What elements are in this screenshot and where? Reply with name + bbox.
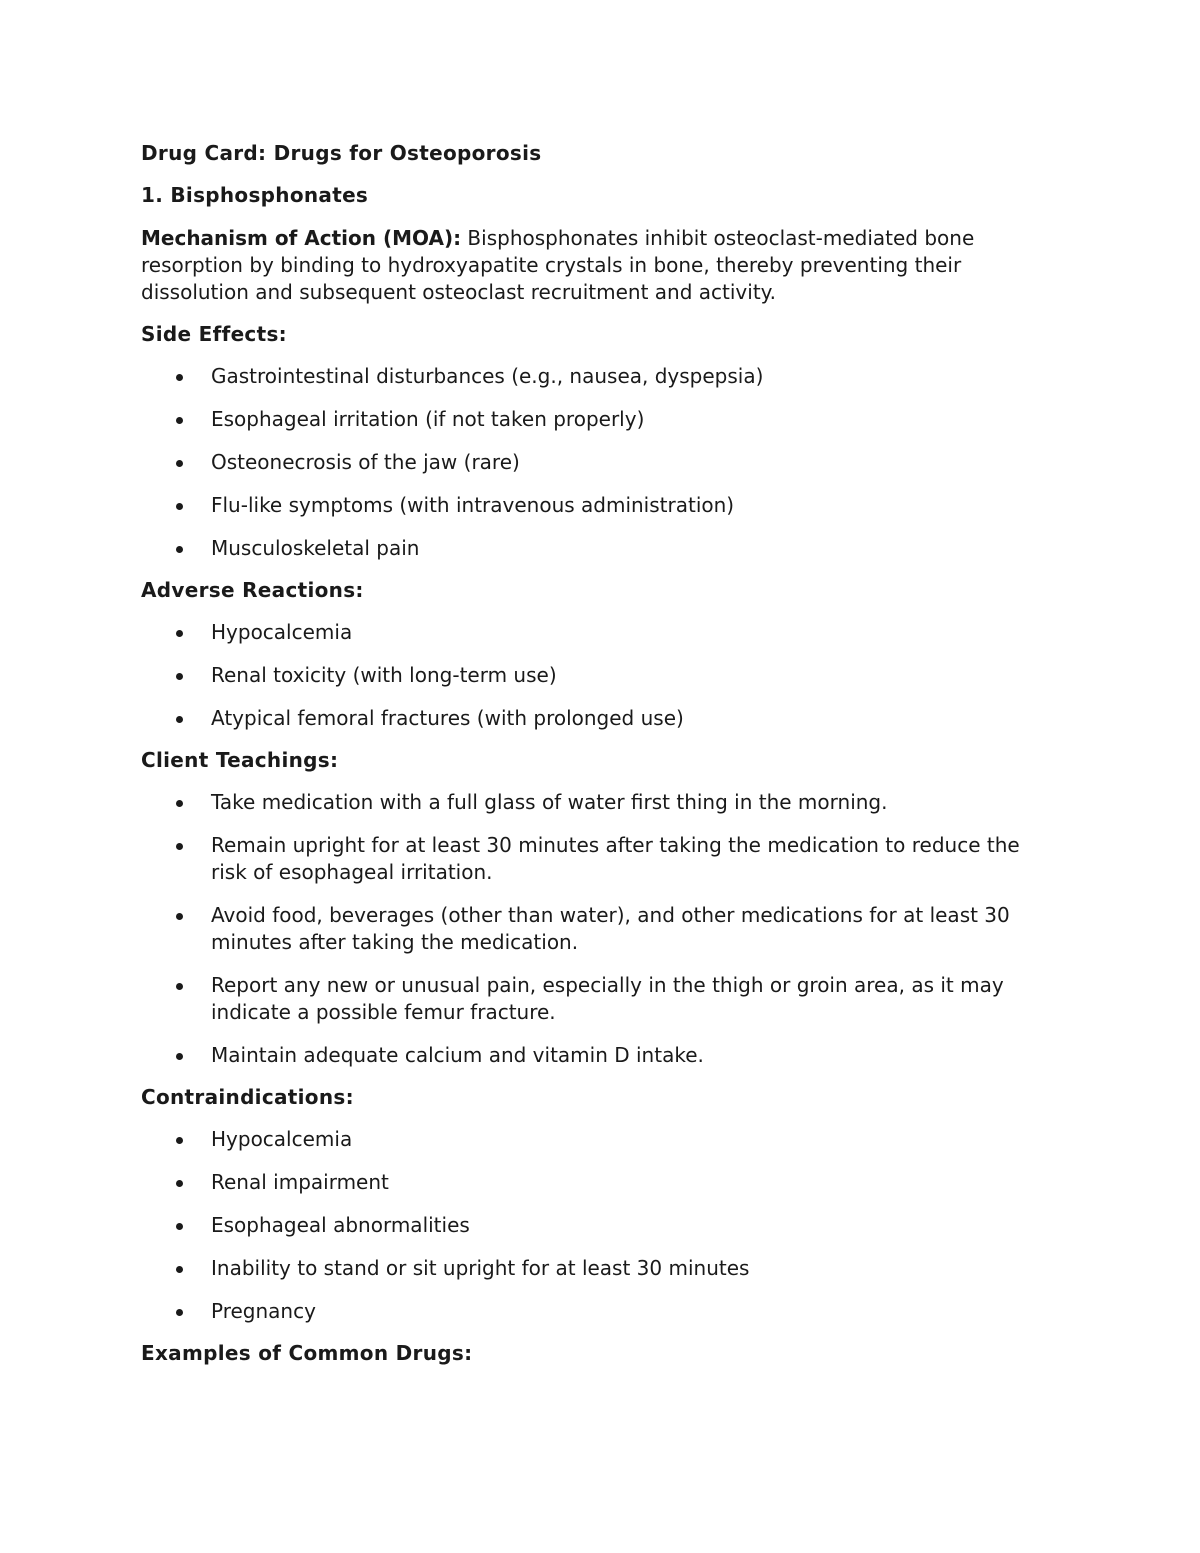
adverse-reactions-list — [141, 619, 1061, 732]
list-item: Gastrointestinal disturbances (e.g., nausea, dyspepsia) — [141, 363, 1061, 390]
bullet-icon — [176, 800, 183, 807]
adverse-reactions-heading: Adverse Reactions: — [141, 578, 364, 602]
list-item: Pregnancy — [141, 1298, 1061, 1325]
bullet-icon — [176, 1180, 183, 1187]
side-effects-list — [141, 363, 1061, 562]
bullet-icon — [176, 1053, 183, 1060]
list-item: Flu-like symptoms (with intravenous administration) — [141, 492, 1061, 519]
examples-heading: Examples of Common Drugs: — [141, 1341, 473, 1365]
bullet-icon — [176, 1266, 183, 1273]
list-item: Inability to stand or sit upright for at least 30 minutes — [141, 1255, 1061, 1282]
list-item: Take medication with a full glass of water first thing in the morning. — [141, 789, 1061, 816]
list-item: Atypical femoral fractures (with prolonged use) — [141, 705, 1061, 732]
side-effects-heading: Side Effects: — [141, 322, 287, 346]
bullet-icon — [176, 1137, 183, 1144]
moa-paragraph — [141, 225, 1061, 306]
bullet-icon — [176, 503, 183, 510]
list-item: Musculoskeletal pain — [141, 535, 1061, 562]
contraindications-heading: Contraindications: — [141, 1085, 354, 1109]
bullet-icon — [176, 983, 183, 990]
list-item: Renal impairment — [141, 1169, 1061, 1196]
bullet-icon — [176, 716, 183, 723]
bullet-icon — [176, 913, 183, 920]
client-teachings-heading: Client Teachings: — [141, 748, 339, 772]
bullet-icon — [176, 843, 183, 850]
bullet-icon — [176, 1309, 183, 1316]
client-teachings-list — [141, 789, 1061, 1069]
bullet-icon — [176, 374, 183, 381]
bullet-icon — [176, 460, 183, 467]
list-item: Maintain adequate calcium and vitamin D intake. — [141, 1042, 1061, 1069]
contraindications-list — [141, 1126, 1061, 1325]
list-item: Remain upright for at least 30 minutes after taking the medication to reduce the risk of esophageal irritation. — [141, 832, 1061, 886]
bullet-icon — [176, 546, 183, 553]
list-item: Hypocalcemia — [141, 1126, 1061, 1153]
bullet-icon — [176, 673, 183, 680]
list-item: Renal toxicity (with long-term use) — [141, 662, 1061, 689]
list-item: Esophageal abnormalities — [141, 1212, 1061, 1239]
list-item: Hypocalcemia — [141, 619, 1061, 646]
bullet-icon — [176, 1223, 183, 1230]
list-item: Avoid food, beverages (other than water), and other medications for at least 30 minutes after taking the medication. — [141, 902, 1061, 956]
moa-label: Mechanism of Action (MOA): — [141, 226, 462, 250]
document-title: Drug Card: Drugs for Osteoporosis — [141, 141, 542, 165]
moa-text: Bisphosphonates inhibit osteoclast-mediated bone resorption by binding to hydroxyapatite crystals in bone, thereby preventing their dissolution and subsequent osteoclast recruitment and activity. — [141, 226, 975, 304]
list-item: Report any new or unusual pain, especially in the thigh or groin area, as it may indicate a possible femur fracture. — [141, 972, 1061, 1026]
bullet-icon — [176, 417, 183, 424]
list-item: Osteonecrosis of the jaw (rare) — [141, 449, 1061, 476]
document-page — [141, 139, 1061, 1382]
list-item: Esophageal irritation (if not taken properly) — [141, 406, 1061, 433]
section-heading-bisphosphonates: 1. Bisphosphonates — [141, 183, 369, 207]
bullet-icon — [176, 630, 183, 637]
